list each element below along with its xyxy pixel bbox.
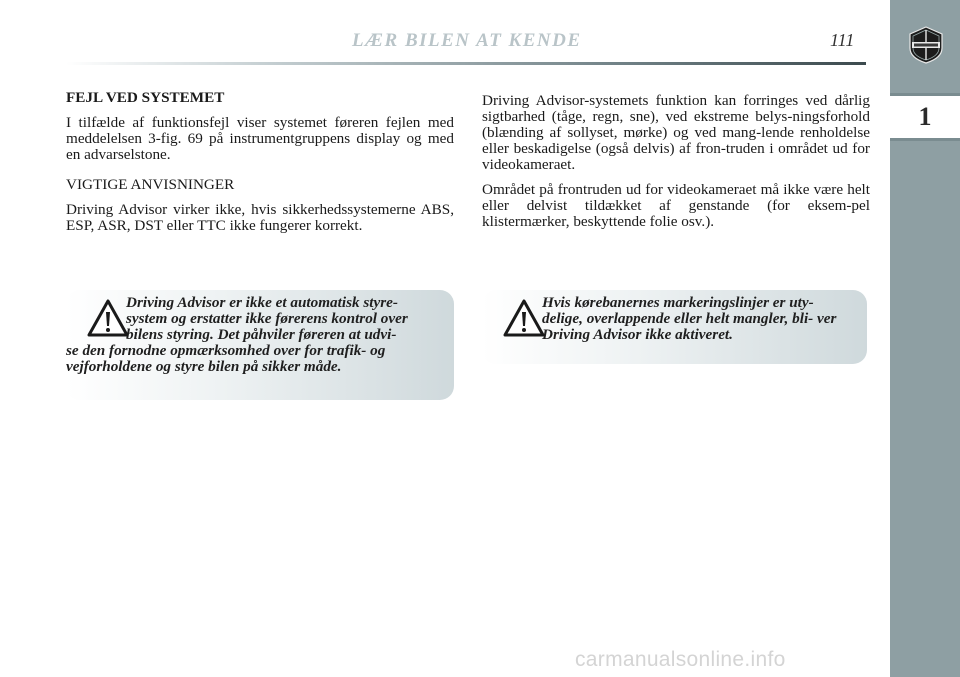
warning-box-driving-advisor xyxy=(66,290,454,400)
warning-text-lead: Driving Advisor er ikke et automatisk styre- system og erstatter ikke førerens kontrol over bilens styring. Det påhviler føreren at udvi- xyxy=(126,294,408,343)
warning-triangle-icon xyxy=(86,298,130,338)
warning-triangle-icon xyxy=(502,298,546,338)
page-header-title: LÆR BILEN AT KENDE xyxy=(352,30,582,51)
section-heading-important: VIGTIGE ANVISNINGER xyxy=(66,176,235,193)
header-divider xyxy=(66,62,866,65)
left-column xyxy=(66,90,454,243)
paragraph-camera-area: Området på frontruden ud for videokameraet må ikke være helt eller delvist tildækket af genstande (for eksem-pel klistermærker, beskyttende folie osv.). xyxy=(482,181,870,230)
warning-text-lead: Hvis kørebanernes markeringslinjer er uty- delige, overlappende eller helt mangler, bli- ver Driving Advisor ikke aktiveret. xyxy=(542,294,837,343)
paragraph-fault-description: I tilfælde af funktionsfejl viser systemet føreren fejlen med meddelelsen 3-fig. 69 på instrumentgruppens display og med en advarselstone. xyxy=(66,114,454,163)
section-heading-fault: FEJL VED SYSTEMET xyxy=(66,89,225,106)
lancia-logo-icon xyxy=(907,26,945,64)
warning-box-lane-markings xyxy=(482,290,867,364)
page-number: 111 xyxy=(830,30,855,50)
right-column xyxy=(482,93,870,239)
chapter-tab[interactable] xyxy=(890,93,960,141)
chapter-number: 1 xyxy=(918,102,932,131)
watermark: carmanualsonline.info xyxy=(575,648,786,671)
paragraph-visibility: Driving Advisor-systemets funktion kan forringes ved dårlig sigtbarhed (tåge, regn, sne), ved ekstreme belys-ningsforhold (blænding af sollyset, mørke) og ved mang-lende renholdelse eller beskadigelse (også delvis) af fron-truden i området ud for videokameraet. xyxy=(482,92,870,173)
paragraph-important: Driving Advisor virker ikke, hvis sikkerhedssystemerne ABS, ESP, ASR, DST eller TTC ikke fungerer korrekt. xyxy=(66,201,454,234)
warning-text-rest: se den fornodne opmærksomhed over for trafik- og vejforholdene og styre bilen på sikker måde. xyxy=(66,342,386,375)
